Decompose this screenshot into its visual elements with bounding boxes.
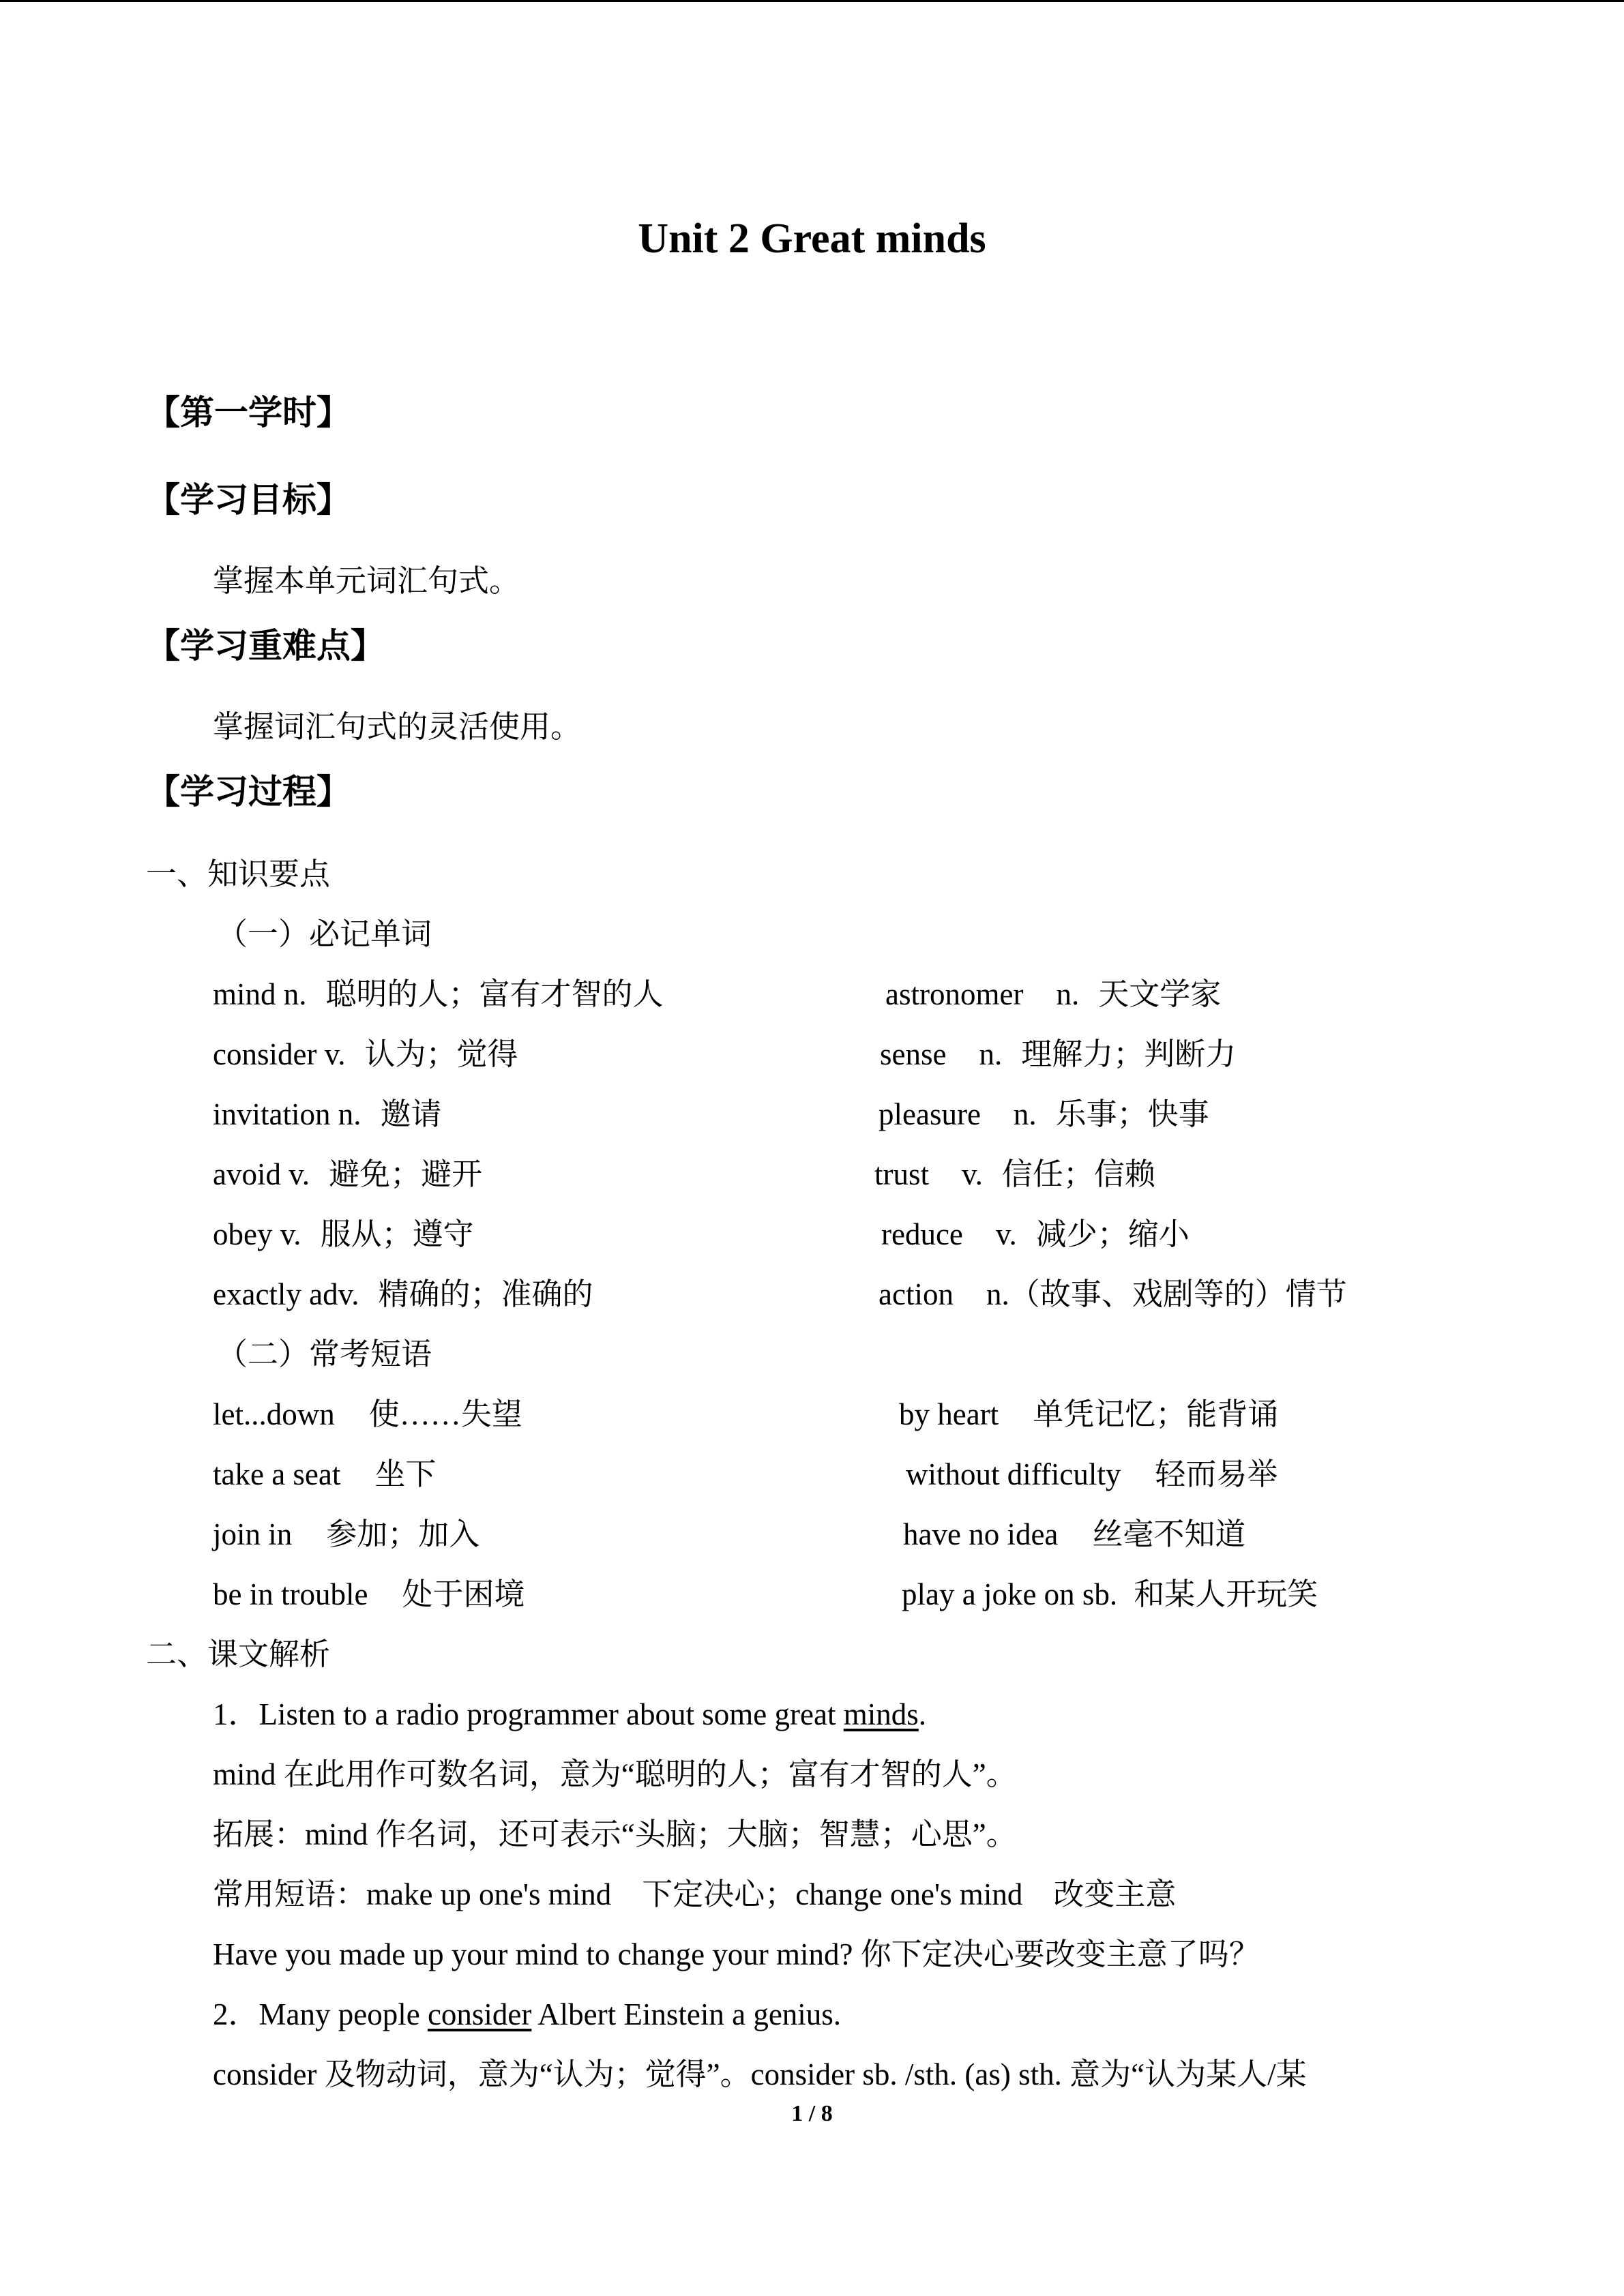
analysis-line-b: 拓展：mind 作名词，还可表示“头脑；大脑；智慧；心思”。 [213, 1817, 1017, 1851]
item-text-end: Albert Einstein a genius. [531, 1997, 842, 2031]
vocab-pos: n. [979, 1037, 1003, 1071]
goals-text: 掌握本单元词汇句式。 [213, 564, 520, 598]
phrase-zh: 坐下 [374, 1457, 437, 1491]
vocab-def: 精确的；准确的 [378, 1277, 593, 1311]
phrase-zh: 丝毫不知道 [1092, 1517, 1246, 1551]
vocab-def: 乐事；快事 [1055, 1097, 1209, 1131]
underlined-word: minds [843, 1697, 919, 1731]
section-key-points: 【学习重难点】 [146, 626, 385, 666]
analysis-line-c: 常用短语：make up one's mind 下定决心；change one's mind 改变主意 [213, 1877, 1177, 1911]
key-points-text: 掌握词汇句式的灵活使用。 [213, 710, 582, 744]
vocab-word: pleasure [879, 1097, 981, 1131]
vocab-def: 服从；遵守 [320, 1217, 474, 1251]
vocab-heading: （一）必记单词 [217, 917, 432, 951]
vocab-def: 避免；避开 [329, 1157, 483, 1191]
vocab-left-5 [213, 1214, 474, 1255]
vocab-right-6 [879, 1274, 1347, 1315]
analysis-line-a: mind 在此用作可数名词，意为“聪明的人；富有才智的人”。 [213, 1757, 1017, 1791]
vocab-def: 认为；觉得 [364, 1037, 518, 1071]
vocab-pos: v. [962, 1157, 983, 1191]
section-process: 【学习过程】 [146, 772, 351, 811]
vocab-pos: n. [1056, 977, 1080, 1011]
vocab-word: consider v. [213, 1037, 346, 1071]
phrase-en: let...down [213, 1397, 335, 1431]
phrase-zh: 使……失望 [368, 1397, 522, 1431]
phrase-right-3 [903, 1514, 1245, 1555]
vocab-word: astronomer [885, 977, 1024, 1011]
vocab-right-1 [885, 974, 1221, 1015]
vocab-word: exactly adv. [213, 1277, 359, 1311]
phrase-left-3 [213, 1514, 479, 1555]
vocab-right-5 [881, 1214, 1190, 1255]
part1-heading: 一、知识要点 [146, 857, 331, 891]
analysis-item-1 [213, 1694, 926, 1735]
analysis-line-d: Have you made up your mind to change your mind? 你下定决心要改变主意了吗？ [213, 1937, 1260, 1971]
vocab-right-3 [879, 1094, 1209, 1135]
vocab-left-2 [213, 1034, 518, 1075]
vocab-left-1 [213, 974, 664, 1015]
vocab-word: mind n. [213, 977, 307, 1011]
phrase-en: by heart [899, 1397, 999, 1431]
vocab-left-4 [213, 1154, 482, 1195]
vocab-right-4 [874, 1154, 1155, 1195]
vocab-pos: v. [995, 1217, 1017, 1251]
vocab-pos: n.（故事、戏剧等的）情节 [986, 1277, 1347, 1311]
phrase-right-4 [902, 1574, 1318, 1615]
vocab-word: obey v. [213, 1217, 301, 1251]
vocab-word: trust [874, 1157, 930, 1191]
vocab-def: 理解力；判断力 [1021, 1037, 1237, 1071]
vocab-word: avoid v. [213, 1157, 310, 1191]
phrase-left-4 [213, 1574, 525, 1615]
item-text: 2．Many people [213, 1997, 428, 2031]
phrase-en: take a seat [213, 1457, 341, 1491]
vocab-word: sense [880, 1037, 947, 1071]
section-goals: 【学习目标】 [146, 480, 351, 520]
vocab-def: 信任；信赖 [1001, 1157, 1155, 1191]
item-text: 1．Listen to a radio programmer about some great [213, 1697, 844, 1731]
phrase-left-1 [213, 1394, 522, 1435]
phrase-en: be in trouble [213, 1577, 368, 1611]
phrase-zh: 和某人开玩笑 [1134, 1577, 1318, 1611]
phrase-en: join in [213, 1517, 293, 1551]
part2-heading: 二、课文解析 [146, 1637, 331, 1671]
phrase-en: play a joke on sb. [902, 1577, 1118, 1611]
vocab-def: 邀请 [380, 1097, 442, 1131]
vocab-word: action [879, 1277, 954, 1311]
vocab-left-3 [213, 1094, 442, 1135]
phrase-en: have no idea [903, 1517, 1059, 1551]
analysis-line-e: consider 及物动词，意为“认为；觉得”。consider sb. /sth. (as) sth. 意为“认为某人/某 [213, 2057, 1307, 2091]
phrase-right-2 [906, 1454, 1278, 1495]
phrase-zh: 处于困境 [402, 1577, 525, 1611]
page-title: Unit 2 Great minds [638, 215, 986, 262]
vocab-def: 减少；缩小 [1035, 1217, 1190, 1251]
phrase-heading: （二）常考短语 [217, 1337, 432, 1371]
phrase-en: without difficulty [906, 1457, 1121, 1491]
phrase-zh: 参加；加入 [326, 1517, 480, 1551]
section-lesson: 【第一学时】 [146, 393, 351, 432]
vocab-left-6 [213, 1274, 593, 1315]
vocab-right-2 [880, 1034, 1236, 1075]
page-number: 1 / 8 [791, 2101, 833, 2126]
vocab-word: reduce [881, 1217, 963, 1251]
phrase-zh: 单凭记忆；能背诵 [1033, 1397, 1279, 1431]
phrase-right-1 [899, 1394, 1278, 1435]
phrase-left-2 [213, 1454, 436, 1495]
vocab-def: 聪明的人；富有才智的人 [325, 977, 664, 1011]
vocab-def: 天文学家 [1098, 977, 1222, 1011]
phrase-zh: 轻而易举 [1155, 1457, 1278, 1491]
analysis-item-2 [213, 1994, 841, 2035]
item-text-end: . [918, 1697, 927, 1731]
vocab-pos: n. [1013, 1097, 1037, 1131]
underlined-word: consider [427, 1997, 532, 2031]
vocab-word: invitation n. [213, 1097, 361, 1131]
top-border [0, 0, 1624, 2]
